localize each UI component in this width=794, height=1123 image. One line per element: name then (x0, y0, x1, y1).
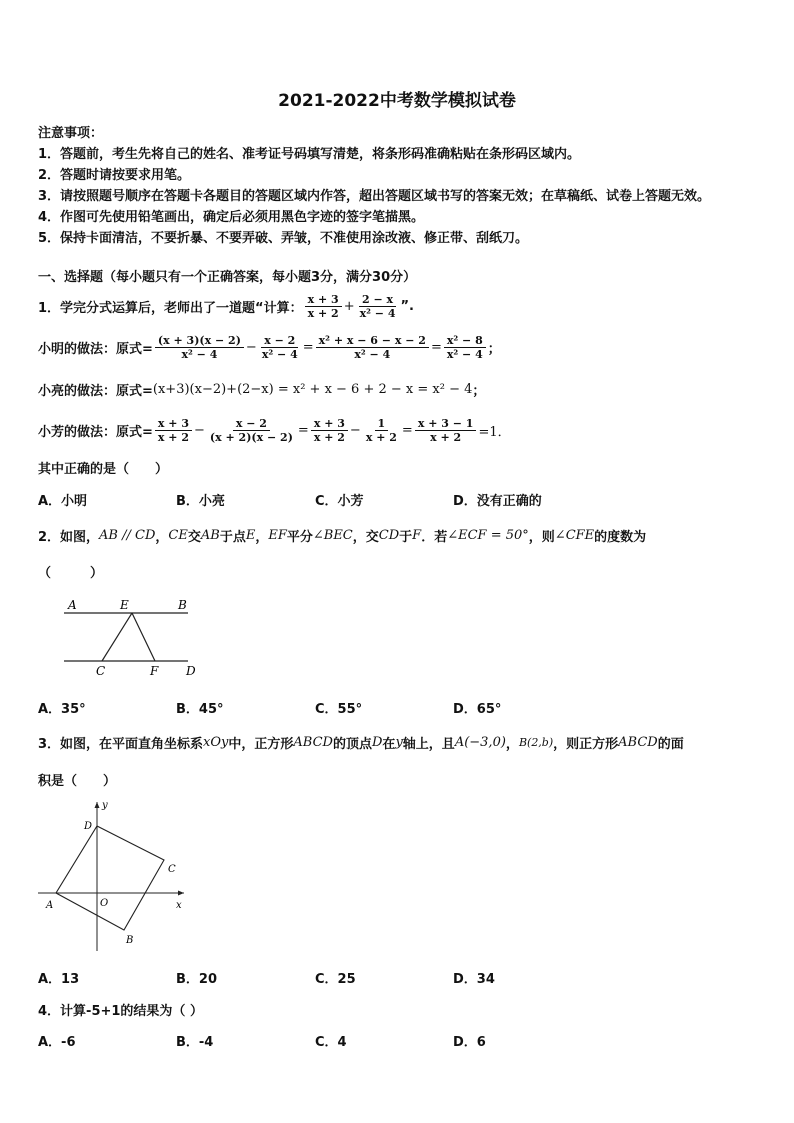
fraction (444, 334, 486, 361)
denominator: x + 2 (157, 430, 189, 444)
fraction (155, 334, 244, 361)
q2-figure (58, 595, 208, 680)
text: 中，正方形 (228, 736, 294, 752)
math: ∠CFE (554, 527, 595, 543)
numerator: x + 3 (305, 293, 342, 307)
option-a[interactable]: A．小明 (38, 494, 88, 509)
q1-stem-end: ”. (400, 298, 414, 314)
denominator: x + 2 (430, 430, 462, 444)
math: AB // CD (99, 527, 156, 543)
math: D (371, 734, 383, 750)
label-a: A (68, 598, 77, 612)
q1-fang-method: 小芳的做法：原式= $\frac{x + 3}{x + 2}$ − $\frac{x - 2}{(x + 2)(x - 2)}$ = $\frac{x + 3}{x + 2}$ − $\frac{1}{x + 2}$ = $\frac{x + 3 - 1}{x + 2}$ =1． (38, 416, 511, 444)
ming-end: ； (487, 341, 501, 357)
numerator: 1 (375, 417, 389, 431)
math: EF (268, 527, 287, 543)
segment-ec (102, 613, 132, 661)
math: F (412, 527, 422, 543)
numerator: x + 3 (311, 417, 348, 431)
denominator: x + 2 (313, 430, 345, 444)
text: ，则正方形 (553, 736, 619, 752)
label-a: A (46, 900, 54, 911)
y-axis-arrow (95, 802, 100, 808)
option-d[interactable]: D．65° (453, 702, 502, 717)
plus-sign: + (343, 298, 355, 314)
text: 交 (187, 529, 201, 545)
fraction (363, 417, 400, 444)
label-c: C (168, 864, 176, 875)
fang-label: 小芳的做法：原式= (38, 424, 153, 440)
fraction (415, 417, 477, 444)
question-2-stem (38, 525, 646, 545)
option-b[interactable] (176, 968, 217, 987)
q1-ming-method: 小明的做法：原式= $\frac{(x + 3)(x - 2)}{\text{x² − 4}}$ − $\frac{x - 2}{\text{x² − 4}}$ = $\frac{\text{x² + x − 6 − x − 2}}{\text{x² − 4}}$ = $\frac{\text{x² − 8}}{\text{x² − 4}}$ ； (38, 333, 501, 361)
math: B(2,b) (518, 735, 554, 749)
x-axis-arrow (178, 891, 184, 896)
note-item: 4．作图可先使用铅笔画出，确定后必须用黑色字迹的签字笔描黑。 (38, 210, 425, 225)
option-b[interactable]: B．45° (176, 702, 224, 717)
label-d: D (84, 821, 93, 832)
notes-heading: 注意事项： (38, 126, 104, 141)
ming-label: 小明的做法：原式= (38, 341, 153, 357)
option-c[interactable]: C．4 (315, 1035, 347, 1050)
math: CE (168, 527, 188, 543)
question-4-stem: 4．计算-5+1的结果为（ ） (38, 1004, 203, 1019)
q1-stem-text: 1．学完分式运算后，老师出了一道题“计算： (38, 300, 303, 316)
denominator: x² − 4 (446, 347, 483, 361)
numerator: x + 3 (155, 417, 192, 431)
section-heading: 一、选择题（每小题只有一个正确答案，每小题3分，满分30分） (38, 270, 417, 285)
text: 的顶点 (332, 736, 372, 752)
option-b[interactable]: B．小亮 (176, 494, 225, 509)
option-a[interactable]: A．35° (38, 702, 86, 717)
segment-ef (132, 613, 155, 661)
label-y: y (102, 800, 108, 811)
fraction (305, 293, 342, 320)
text: 平分 (286, 529, 313, 545)
math: ∠BEC (312, 527, 353, 543)
denominator: x² − 4 (261, 347, 298, 361)
label-c: C (96, 664, 106, 678)
liang-end: ； (472, 383, 486, 399)
math: y (395, 734, 403, 750)
q2-blank: （ ） (38, 566, 104, 581)
numerator: x + 3 − 1 (415, 417, 477, 431)
text: 于点 (219, 529, 246, 545)
math: ABCD (618, 734, 658, 750)
text: 2．如图， (38, 529, 100, 545)
option-c[interactable] (315, 968, 356, 987)
option-a[interactable]: A．-6 (38, 1035, 76, 1050)
denominator: x + 2 (365, 430, 397, 444)
note-item: 1．答题前，考生先将自己的姓名、准考证号码填写清楚，将条形码准确粘贴在条形码区域内。 (38, 147, 581, 162)
option-text: B．20 (176, 972, 217, 987)
text: ， (155, 529, 169, 545)
text: 3．如图，在平面直角坐标系 (38, 736, 204, 752)
option-b[interactable]: B．-4 (176, 1035, 214, 1050)
note-item: 2．答题时请按要求用笔。 (38, 168, 191, 183)
option-d[interactable] (453, 968, 495, 987)
text: ， (505, 736, 519, 752)
text: 轴上，且 (402, 736, 455, 752)
fraction (259, 334, 301, 361)
math: xOy (203, 734, 229, 750)
numerator: x² + x − 6 − x − 2 (316, 334, 429, 348)
option-text: C．25 (315, 972, 356, 987)
text: ，则 (528, 529, 555, 545)
label-e: E (120, 598, 129, 612)
option-c[interactable]: C．小芳 (315, 494, 364, 509)
q3-stem-line2: 积是（ ） (38, 774, 117, 789)
math: CD (378, 527, 400, 543)
math: ABCD (293, 734, 333, 750)
math: ∠ECF = 50° (447, 527, 529, 543)
label-b: B (126, 935, 134, 946)
denominator: x² − 4 (359, 306, 396, 320)
numerator: 2 − x (359, 293, 396, 307)
label-b: B (178, 598, 187, 612)
note-item: 5．保持卡面清洁，不要折暴、不要弄破、弄皱，不准使用涂改液、修正带、刮纸刀。 (38, 231, 529, 246)
question-1-stem (38, 289, 414, 323)
option-text: A．13 (38, 972, 80, 987)
text: 的面 (657, 736, 684, 752)
fraction (155, 417, 192, 444)
square-abcd (56, 826, 164, 930)
q3-figure (34, 796, 194, 956)
denominator: x² − 4 (354, 347, 391, 361)
denominator: (x + 2)(x − 2) (209, 430, 293, 444)
text: ．若 (421, 529, 448, 545)
math: A(−3,0) (454, 734, 506, 750)
denominator: x + 2 (307, 306, 339, 320)
option-c[interactable]: C．55° (315, 702, 363, 717)
fang-end: =1． (478, 424, 511, 440)
fraction (207, 417, 296, 444)
text: 在 (382, 736, 396, 752)
option-d[interactable]: D．没有正确的 (453, 494, 542, 509)
numerator: x − 2 (233, 417, 270, 431)
note-item: 3．请按照题号顺序在答题卡各题目的答题区域内作答，超出答题区域书写的答案无效；在草稿纸、试卷上答题无效。 (38, 189, 711, 204)
label-d: D (186, 664, 196, 678)
label-f: F (150, 664, 159, 678)
text: ，交 (352, 529, 379, 545)
fraction (311, 417, 348, 444)
label-x: x (176, 900, 182, 911)
text: 的度数为 (594, 529, 647, 545)
math: E (245, 527, 256, 543)
liang-expression: (x+3)(x−2)+(2−x) = x² + x − 6 + 2 − x = x² − 4 (152, 381, 473, 397)
option-text: D．34 (453, 972, 495, 987)
label-o: O (100, 898, 109, 909)
fraction (316, 334, 429, 361)
option-a[interactable] (38, 968, 79, 987)
page-title: 2021-2022中考数学模拟试卷 (278, 91, 516, 111)
numerator: (x + 3)(x − 2) (155, 334, 244, 348)
q1-liang-method (38, 378, 485, 400)
fraction (357, 293, 399, 320)
numerator: x² − 8 (444, 334, 486, 348)
q1-question: 其中正确的是（ ） (38, 462, 169, 477)
text: ， (255, 529, 269, 545)
option-d[interactable]: D．6 (453, 1035, 486, 1050)
denominator: x² − 4 (181, 347, 218, 361)
text: 于 (399, 529, 413, 545)
numerator: x − 2 (261, 334, 298, 348)
question-3-stem (38, 732, 684, 752)
math: AB (200, 527, 220, 543)
liang-label: 小亮的做法：原式= (38, 383, 153, 399)
